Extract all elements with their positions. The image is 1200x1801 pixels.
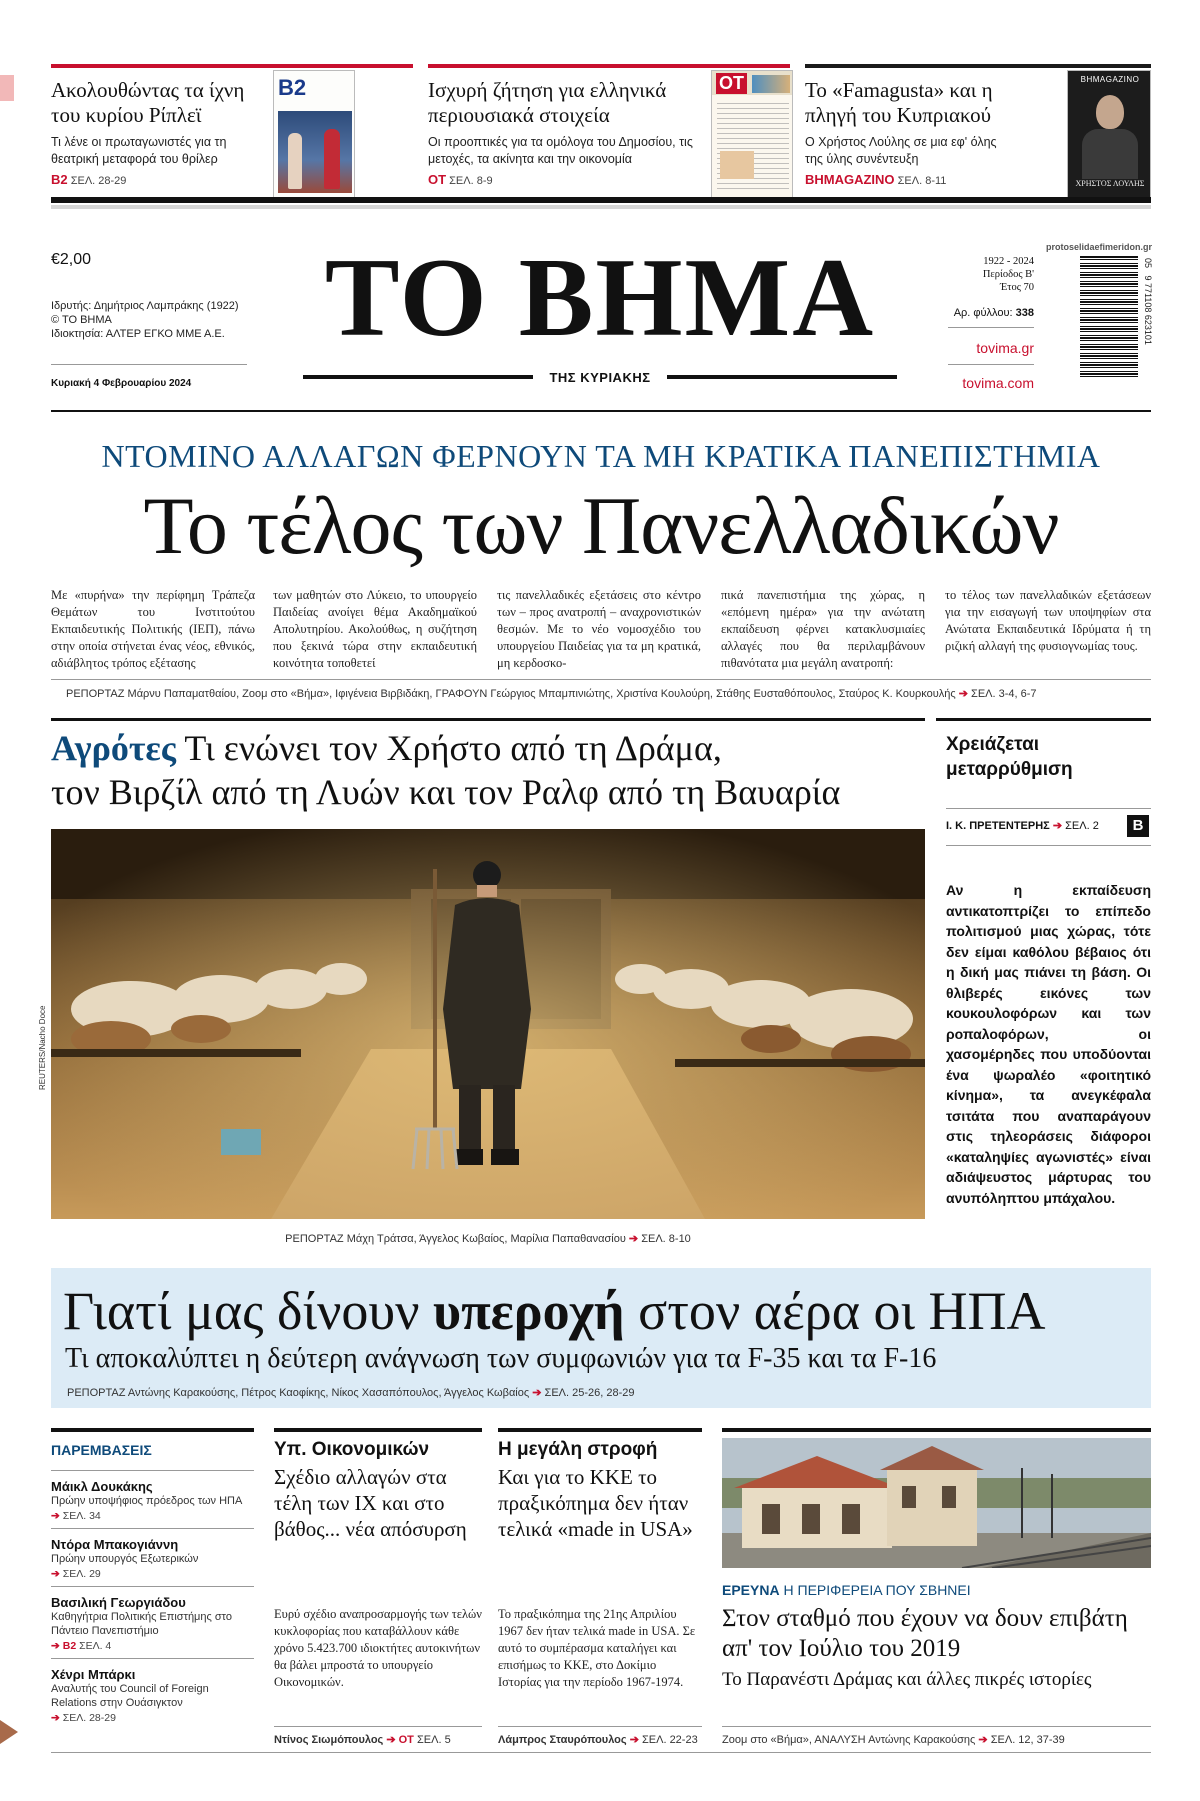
opinion-author-rule <box>946 808 1151 809</box>
opinion-top-rule <box>936 718 1151 721</box>
finance-headline: Σχέδιο αλλαγών στα τέλη των ΙΧ και στο βάθος... νέα απόσυρση <box>274 1465 467 1541</box>
farmers-line2: τον Βιρζίλ από τη Λυών και τον Ραλφ από τη Βαυαρία <box>51 772 841 812</box>
portrait-body <box>1082 129 1138 179</box>
issue-date: Κυριακή 4 Φεβρουαρίου 2024 <box>51 378 192 389</box>
publisher-info <box>51 299 239 341</box>
opinion-author: Ι. Κ. ΠΡΕΤΕΝΤΕΡΗΣ ➔ ΣΕΛ. 2 <box>946 820 1099 832</box>
farmers-line1: Τι ενώνει τον Χρήστο από τη Δράμα, <box>184 728 722 768</box>
teaser-item[interactable] <box>428 64 790 204</box>
teaser-title: Ακολουθώντας τα ίχνη του κυρίου Ρίπλεϊ <box>51 78 245 127</box>
paremvasi-item[interactable]: Βασιλική Γεωργιάδου Καθηγήτρια Πολιτικής Επιστήμης στο Πάντειο Πανεπιστήμιο ➔ B2 ΣΕΛ. 4 <box>51 1586 254 1658</box>
barcode <box>1080 256 1138 378</box>
teaser-title: Ισχυρή ζήτηση για ελληνικά περιουσιακά στοιχεία <box>428 78 667 127</box>
finance-top-rule <box>274 1428 482 1432</box>
actor-figure-right <box>324 129 340 189</box>
teaser-item[interactable] <box>805 64 1151 204</box>
paremvasi-item[interactable]: Ντόρα Μπακογιάννη Πρώην υπουργός Εξωτερικών ➔ ΣΕΛ. 29 <box>51 1528 254 1586</box>
teaser-page-ref: OT ΣΕΛ. 8-9 <box>428 172 493 187</box>
lead-column: Με «πυρήνα» την περίφημη Τράπεζα Θεμάτων του Ινστιτούτου Εκπαιδευτικής Πολιτικής (ΙΕΠ), πάνω στην οποία στήνεται ένας νέος, εθνικός, αδιάβλητος τρόπος εξέτασης <box>51 588 255 670</box>
teaser-subtitle: Ο Χρήστος Λούλης σε μια εφ' όλης της ύλης συνέντευξη <box>805 135 997 166</box>
thumb-label: B2 <box>278 75 307 100</box>
usa-headline: Γιατί μας δίνουν υπεροχή στον αέρα οι ΗΠΑ <box>63 1281 1046 1341</box>
corner-mark <box>0 75 14 101</box>
lead-column: πικά πανεπιστήμια της χώρας, η «επόμενη ημέρα» για την ανώτατη εκπαίδευση φέρνει κατακλυσμιαίες αλλαγές που θα περιλαμβάνουν πιθανότατα μια μεγάλη ανατροπή: <box>721 588 925 670</box>
usa-headline-bold: υπεροχή <box>433 1281 625 1341</box>
lead-column: το τέλος των πανελλαδικών εξετάσεων για την εισαγωγή των υποψηφίων στα Ανώτατα Εκπαιδευτικά Ιδρύματα ή τη ριζική αλλαγή της φυσιογνωμίας τους. <box>945 588 1151 653</box>
barcode-digits: 05 9 771108 623101 <box>1143 258 1153 345</box>
thumb-label: BHMAGAZINO <box>1080 75 1140 84</box>
farmers-headline[interactable] <box>51 726 925 814</box>
usa-credits: ΡΕΠΟΡΤΑΖ Αντώνης Καρακούσης, Πέτρος Καοφίκης, Νίκος Χασαπόπουλος, Άγγελος Κωβαίος ➔ ΣΕΛ. 25-26, 28-29 <box>67 1387 635 1399</box>
finance-text: Ευρύ σχέδιο αναπροσαρμογής των τελών κυκλοφορίας που καταβάλλουν κάθε χρόνο 5.423.700 ιδιοκτήτες αυτοκινήτων θα βάλει μπροστά το υπουργείο Οικονομικών. <box>274 1607 482 1689</box>
research-top-rule <box>722 1428 1151 1432</box>
period: Περίοδος Β' <box>982 269 1034 280</box>
farmers-photo[interactable] <box>51 829 925 1219</box>
research-tag-label: ΕΡΕΥΝΑ <box>722 1582 780 1598</box>
portrait-head <box>1096 95 1124 129</box>
turn-text: Το πραξικόπημα της 21ης Απριλίου 1967 δεν ήταν τελικά made in USA. Σε αυτό το συμπέρασμα καταλήγει και επισήμως το ΚΚΕ, στο Δοκίμιο Ιστορίας για την περίοδο 1967-1974. <box>498 1607 696 1689</box>
website-link-gr[interactable]: tovima.gr <box>976 340 1034 356</box>
farmers-credits: ΡΕΠΟΡΤΑΖ Μάχη Τράτσα, Άγγελος Κωβαίος, Μαρίλια Παπαθανασίου ➔ ΣΕΛ. 8-10 <box>285 1233 691 1245</box>
website-link-com[interactable]: tovima.com <box>962 375 1034 391</box>
teaser-shadow-rule <box>51 205 1151 209</box>
issue-rule-2 <box>948 364 1034 365</box>
teaser-page-ref: B2 ΣΕΛ. 28-29 <box>51 172 127 187</box>
years: 1922 - 2024 <box>983 256 1034 267</box>
paremvasi-item[interactable]: Μάικλ Δουκάκης Πρώην υποψήφιος πρόεδρος των ΗΠΑ ➔ ΣΕΛ. 34 <box>51 1470 254 1528</box>
barn-scene <box>51 829 925 1219</box>
farmers-kicker: Αγρότες <box>51 728 176 768</box>
thumb-chart <box>720 151 754 179</box>
bottom-rule <box>51 1752 1151 1753</box>
research-tag <box>722 1582 1151 1598</box>
issue-info <box>932 255 1034 294</box>
usa-panel[interactable] <box>51 1268 1151 1408</box>
thumb-photo <box>752 75 790 93</box>
lead-columns <box>51 587 1151 672</box>
logo-rule-right <box>667 375 897 379</box>
lead-column: τις πανελλαδικές εξετάσεις στο κέντρο των – προς ανατροπή – αναχρονιστικών θεσμών. Με το νέο νομοσχέδιο του υπουργείου Παιδείας για τα μη κρατικά, μη κερδοσκο- <box>497 588 701 670</box>
teaser-top-rule <box>805 64 1151 68</box>
founder: Ιδρυτής: Δημήτριος Λαμπράκης (1922) <box>51 300 239 312</box>
teaser-top-rule <box>51 64 413 68</box>
research-headline[interactable]: Στον σταθμό που έχουν να δουν επιβάτη απ' τον Ιούλιο του 2019 <box>722 1605 1128 1662</box>
actor-figure-left <box>288 133 302 189</box>
owner: Ιδιοκτησία: ΑΛΤΕΡ ΕΓΚΟ ΜΜΕ Α.Ε. <box>51 328 225 340</box>
turn-byline: Λάμπρος Σταυρόπουλος ➔ ΣΕΛ. 22-23 <box>498 1726 702 1746</box>
year-number: Έτος 70 <box>999 282 1034 293</box>
paremvaseis-list <box>51 1470 254 1730</box>
usa-subheadline: Τι αποκαλύπτει η δεύτερη ανάγνωση των συμφωνιών για τα F-35 και τα F-16 <box>65 1343 937 1374</box>
paremvasi-item[interactable]: Χένρι Μπάρκι Αναλυτής του Council of Foreign Relations στην Ουάσιγκτον ➔ ΣΕΛ. 28-29 <box>51 1658 254 1730</box>
teaser-bottom-rule <box>51 197 1151 203</box>
corner-mark-bottom <box>0 1720 18 1744</box>
teaser-subtitle: Τι λένε οι πρωταγωνιστές για τη θεατρική μεταφορά του θρίλερ <box>51 135 227 166</box>
paremvaseis-title: ΠΑΡΕΜΒΑΣΕΙΣ <box>51 1442 152 1458</box>
masthead-logo: ΤΟ ΒΗΜΑ <box>324 236 876 360</box>
teaser-top-rule <box>428 64 790 68</box>
research-credits: Ζοομ στο «Βήμα», ΑΝΑΛΥΣΗ Αντώνης Καρακούσης ➔ ΣΕΛ. 12, 37-39 <box>722 1726 1151 1746</box>
lead-credits: ΡΕΠΟΡΤΑΖ Μάρνυ Παπαματθαίου, Ζοομ στο «Βήμα», Ιφιγένεια Βιρβιδάκη, ΓΡΑΦΟΥΝ Γεώργιος Μπαμπινιώτης, Χριστίνα Κουλούρη, Στάθης Ευσταθόπουλος, Σταύρος Κ. Κουρκουλής ➔ ΣΕΛ. 3-4, 6-7 <box>66 688 1037 700</box>
copyright: © ΤΟ ΒΗΜΑ <box>51 314 112 326</box>
finance-byline: Ντίνος Σιωμόπουλος ➔ OT ΣΕΛ. 5 <box>274 1726 482 1746</box>
paremvaseis-top-rule <box>51 1428 254 1432</box>
finance-story[interactable] <box>274 1438 482 1744</box>
turn-top-rule <box>498 1428 702 1432</box>
lead-kicker: ΝΤΟΜΙΝΟ ΑΛΛΑΓΩΝ ΦΕΡΝΟΥΝ ΤΑ ΜΗ ΚΡΑΤΙΚΑ ΠΑΝΕΠΙΣΤΗΜΙΑ <box>101 438 1101 474</box>
b2-thumbnail <box>273 70 355 198</box>
farmers-top-rule <box>51 718 925 721</box>
issue-number: Αρ. φύλλου: 338 <box>953 307 1034 319</box>
masthead-bottom-rule <box>51 410 1151 412</box>
station-scene <box>722 1438 1151 1568</box>
lead-credits-rule <box>51 679 1151 680</box>
watermark: protoselidaefimeridon.gr <box>1045 242 1152 252</box>
masthead-left-rule <box>51 364 247 365</box>
thumb-label: OT <box>716 73 747 94</box>
research-subheadline: Το Παρανέστι Δράμας και άλλες πικρές ιστορίες <box>722 1669 1092 1690</box>
opinion-author-rule-2 <box>946 845 1151 846</box>
issue-rule-1 <box>948 327 1034 328</box>
logo-rule-left <box>303 375 533 379</box>
teaser-item[interactable] <box>51 64 413 204</box>
turn-story[interactable] <box>498 1438 702 1744</box>
turn-headline: Και για το ΚΚΕ το πραξικόπημα δεν ήταν τελικά «made in USA» <box>498 1465 693 1541</box>
research-photo[interactable] <box>722 1438 1151 1568</box>
opinion-section-badge: B <box>1127 815 1149 837</box>
research-tag-rest: Η ΠΕΡΙΦΕΡΕΙΑ ΠΟΥ ΣΒΗΝΕΙ <box>783 1582 971 1598</box>
teaser-subtitle: Οι προοπτικές για τα ομόλογα του Δημοσίου, τις μετοχές, τα ακίνητα και την οικονομία <box>428 135 693 166</box>
opinion-title[interactable]: Χρειάζεται μεταρρύθμιση <box>946 734 1073 780</box>
price: €2,00 <box>51 251 92 268</box>
turn-kicker: Η μεγάλη στροφή <box>498 1439 658 1460</box>
teaser-page-ref: BHMAGAZINO ΣΕΛ. 8-11 <box>805 172 947 187</box>
lead-column: των μαθητών στο Λύκειο, το υπουργείο Παιδείας ανοίγει θέμα Ακαδημαϊκού Απολυτηρίου. Ακολούθως, η συζήτηση που ξεκινά τώρα στην εκπαιδευτική κοινότητα τοποθετεί <box>273 588 477 670</box>
thumb-cover-name: ΧΡΗΣΤΟΣ ΛΟΥΛΗΣ <box>1075 179 1145 188</box>
opinion-text: Αν η εκπαίδευση αντικατοπτρίζει το επίπεδο πολιτισμού μιας χώρας, τότε δεν είμαι καθόλου βέβαιος ότι η δική μας πιάνει τη βάση. Οι θλιβερές εικόνες των κουκουλοφόρων και των ροπαλοφόρων, οι χασομέρηδες που υποδύονται ένα ψωραλέο «φοιτητικό κίνημα», τα ανεγκέφαλα τσιτάτα που αναπαράγουν στις τηλεοράσεις διάφοροι «καταληψίες αγωνιστές» είναι αδιάψευστος μάρτυρας του ανυπόληπτου μπάχαλου. <box>946 882 1151 1206</box>
teaser-title: Το «Famagusta» και η πληγή του Κυπριακού <box>805 78 993 127</box>
teaser-strip <box>51 64 1151 214</box>
masthead-subtitle: ΤΗΣ ΚΥΡΙΑΚΗΣ <box>549 370 651 385</box>
finance-kicker: Υπ. Οικονομικών <box>274 1439 430 1460</box>
ot-thumbnail <box>711 70 793 198</box>
bhmagazino-thumbnail <box>1067 70 1151 198</box>
lead-headline[interactable]: Το τέλος των Πανελλαδικών <box>143 480 1059 571</box>
thumb-text-lines <box>717 103 789 193</box>
photo-credit: REUTERS/Nacho Doce <box>38 1005 47 1090</box>
